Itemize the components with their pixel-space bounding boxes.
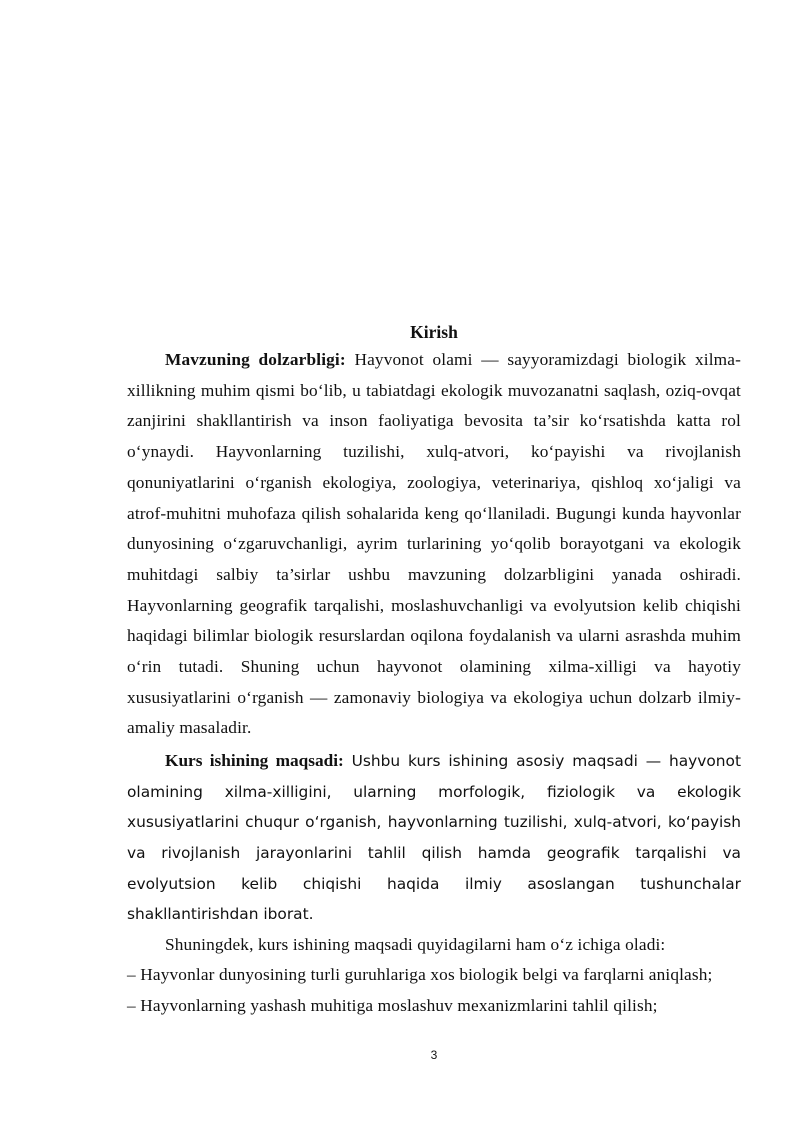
paragraph-additional-goals (127, 930, 741, 961)
paragraph-lead: Mavzuning dolzarbligi: (165, 350, 346, 369)
page-number: 3 (430, 1048, 438, 1062)
list-item: – Hayvonlar dunyosining turli guruhlariga xos biologik belgi va farqlarni aniqlash; (127, 965, 713, 985)
paragraph-lead: Kurs ishining maqsadi: (165, 751, 344, 771)
paragraph-text: Shuningdek, kurs ishining maqsadi quyidagilarni ham o‘z ichiga oladi: (165, 934, 666, 954)
paragraph-relevance (127, 345, 741, 744)
list-item: – Hayvonlarning yashash muhitiga moslashuv mexanizmlarini tahlil qilish; (127, 996, 658, 1016)
paragraph-text: Ushbu kurs ishining asosiy maqsadi — hayvonot olamining xilma-xilligini, ularning morfologik, fiziologik va ekologik xususiyatlarini chuqur o‘rganish, hayvonlarning tuzilishi, xulq-atvori, ko‘payish va rivojlanish jarayonlarini tahlil qilish hamda geografik tarqalishi va evolyutsion kelib chiqishi haqida ilmiy asoslangan tushunchalar shakllantirishdan iborat. (127, 752, 741, 924)
page-title: Kirish (410, 321, 458, 342)
body-text (127, 345, 741, 1022)
paragraph-goal (127, 746, 741, 930)
paragraph-text: Hayvonot olami — sayyoramizdagi biologik xilma-xillikning muhim qismi bo‘lib, u tabiatdagi ekologik muvozanatni saqlash, oziq-ovqat zanjirini shakllantirish va inson faoliyatiga bevosita ta’sir ko‘rsatishda katta rol o‘ynaydi. Hayvonlarning tuzilishi, xulq-atvori, ko‘payishi va rivojlanish qonuniyatlarini o‘rganish ekologiya, zoologiya, veterinariya, qishloq xo‘jaligi va atrof-muhitni muhofaza qilish sohalarida keng qo‘llaniladi. Bugungi kunda hayvonlar dunyosining o‘zgaruvchanligi, ayrim turlarining yo‘qolib borayotgani va ekologik muhitdagi salbiy ta’sirlar ushbu mavzuning dolzarbligini yanada oshiradi. Hayvonlarning geografik tarqalishi, moslashuvchanligi va evolyutsion kelib chiqishi haqidagi bilimlar biologik resurslardan oqilona foydalanish va ularni asrashda muhim o‘rin tutadi. Shuning uchun hayvonot olamining xilma-xilligi va hayotiy xususiyatlarini o‘rganish — zamonaviy biologiya va ekologiya uchun dolzarb ilmiy-amaliy masaladir. (127, 350, 741, 738)
